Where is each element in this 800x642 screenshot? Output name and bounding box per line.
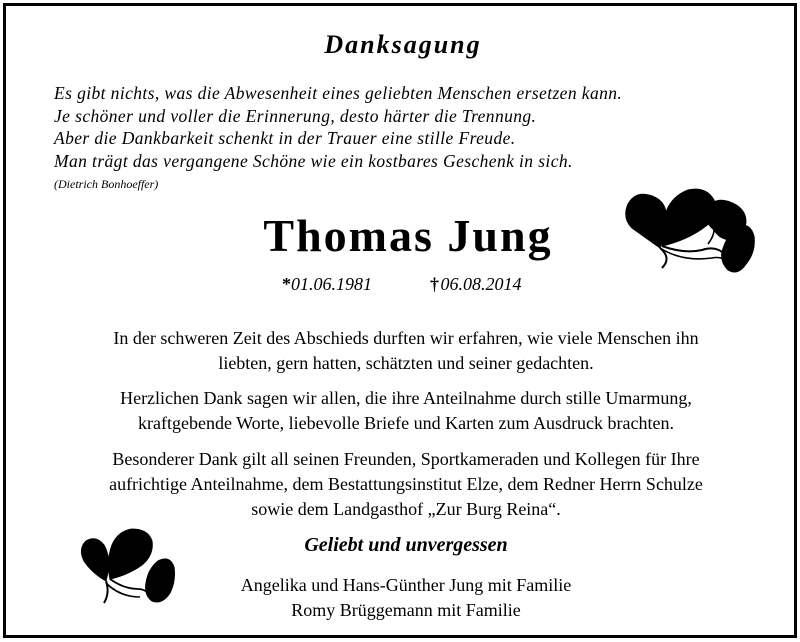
obituary-notice: [3, 3, 797, 638]
quote-line: Je schöner und voller die Erinnerung, desto härter die Trennung.: [54, 105, 537, 126]
birth-date-group: [282, 274, 372, 295]
thanks-paragraph: [6, 447, 800, 522]
paragraph-line: kraftgebende Worte, liebevolle Briefe und Karten zum Ausdruck brachten.: [137, 413, 675, 433]
paragraph-line: aufrichtige Anteilnahme, dem Bestattungsinstitut Elze, dem Redner Herrn Schulze: [109, 474, 703, 494]
cross-icon: †: [430, 274, 439, 294]
paragraph-line: Herzlichen Dank sagen wir allen, die ihre Anteilnahme durch stille Umarmung,: [120, 388, 692, 408]
paragraph-line: liebten, gern hatten, schätzten und seiner gedachten.: [218, 353, 594, 373]
birth-date: 01.06.1981: [291, 274, 372, 294]
quote-line: Es gibt nichts, was die Abwesenheit eines geliebten Menschen ersetzen kann.: [54, 83, 623, 103]
paragraph-line: In der schweren Zeit des Abschieds durften wir erfahren, wie viele Menschen ihn: [113, 328, 699, 348]
quote-block: [54, 82, 622, 172]
thanks-paragraph: [6, 326, 800, 376]
notice-title: Danksagung: [324, 30, 482, 59]
death-date-group: [430, 274, 522, 295]
quote-line: Aber die Dankbarkeit schenkt in der Trauer eine stille Freude.: [54, 128, 516, 148]
deceased-name: Thomas Jung: [263, 210, 553, 261]
quote-author: (Dietrich Bonhoeffer): [54, 177, 159, 191]
quote-line: Man trägt das vergangene Schöne wie ein kostbares Geschenk in sich.: [54, 150, 573, 171]
family-line: Angelika und Hans-Günther Jung mit Familie: [240, 575, 572, 595]
life-dates: [6, 274, 800, 298]
paragraph-line: Besonderer Dank gilt all seinen Freunden, Sportkameraden und Kollegen für Ihre: [112, 449, 700, 469]
death-date: 06.08.2014: [440, 274, 522, 294]
motto: Geliebt und unvergessen: [304, 534, 508, 556]
family-line: Romy Brüggemann mit Familie: [291, 600, 521, 620]
birth-symbol-icon: *: [282, 274, 291, 294]
paragraph-line: sowie dem Landgasthof „Zur Burg Reina“.: [251, 499, 561, 519]
family-signature: [6, 573, 800, 623]
thanks-paragraph: [6, 386, 800, 436]
